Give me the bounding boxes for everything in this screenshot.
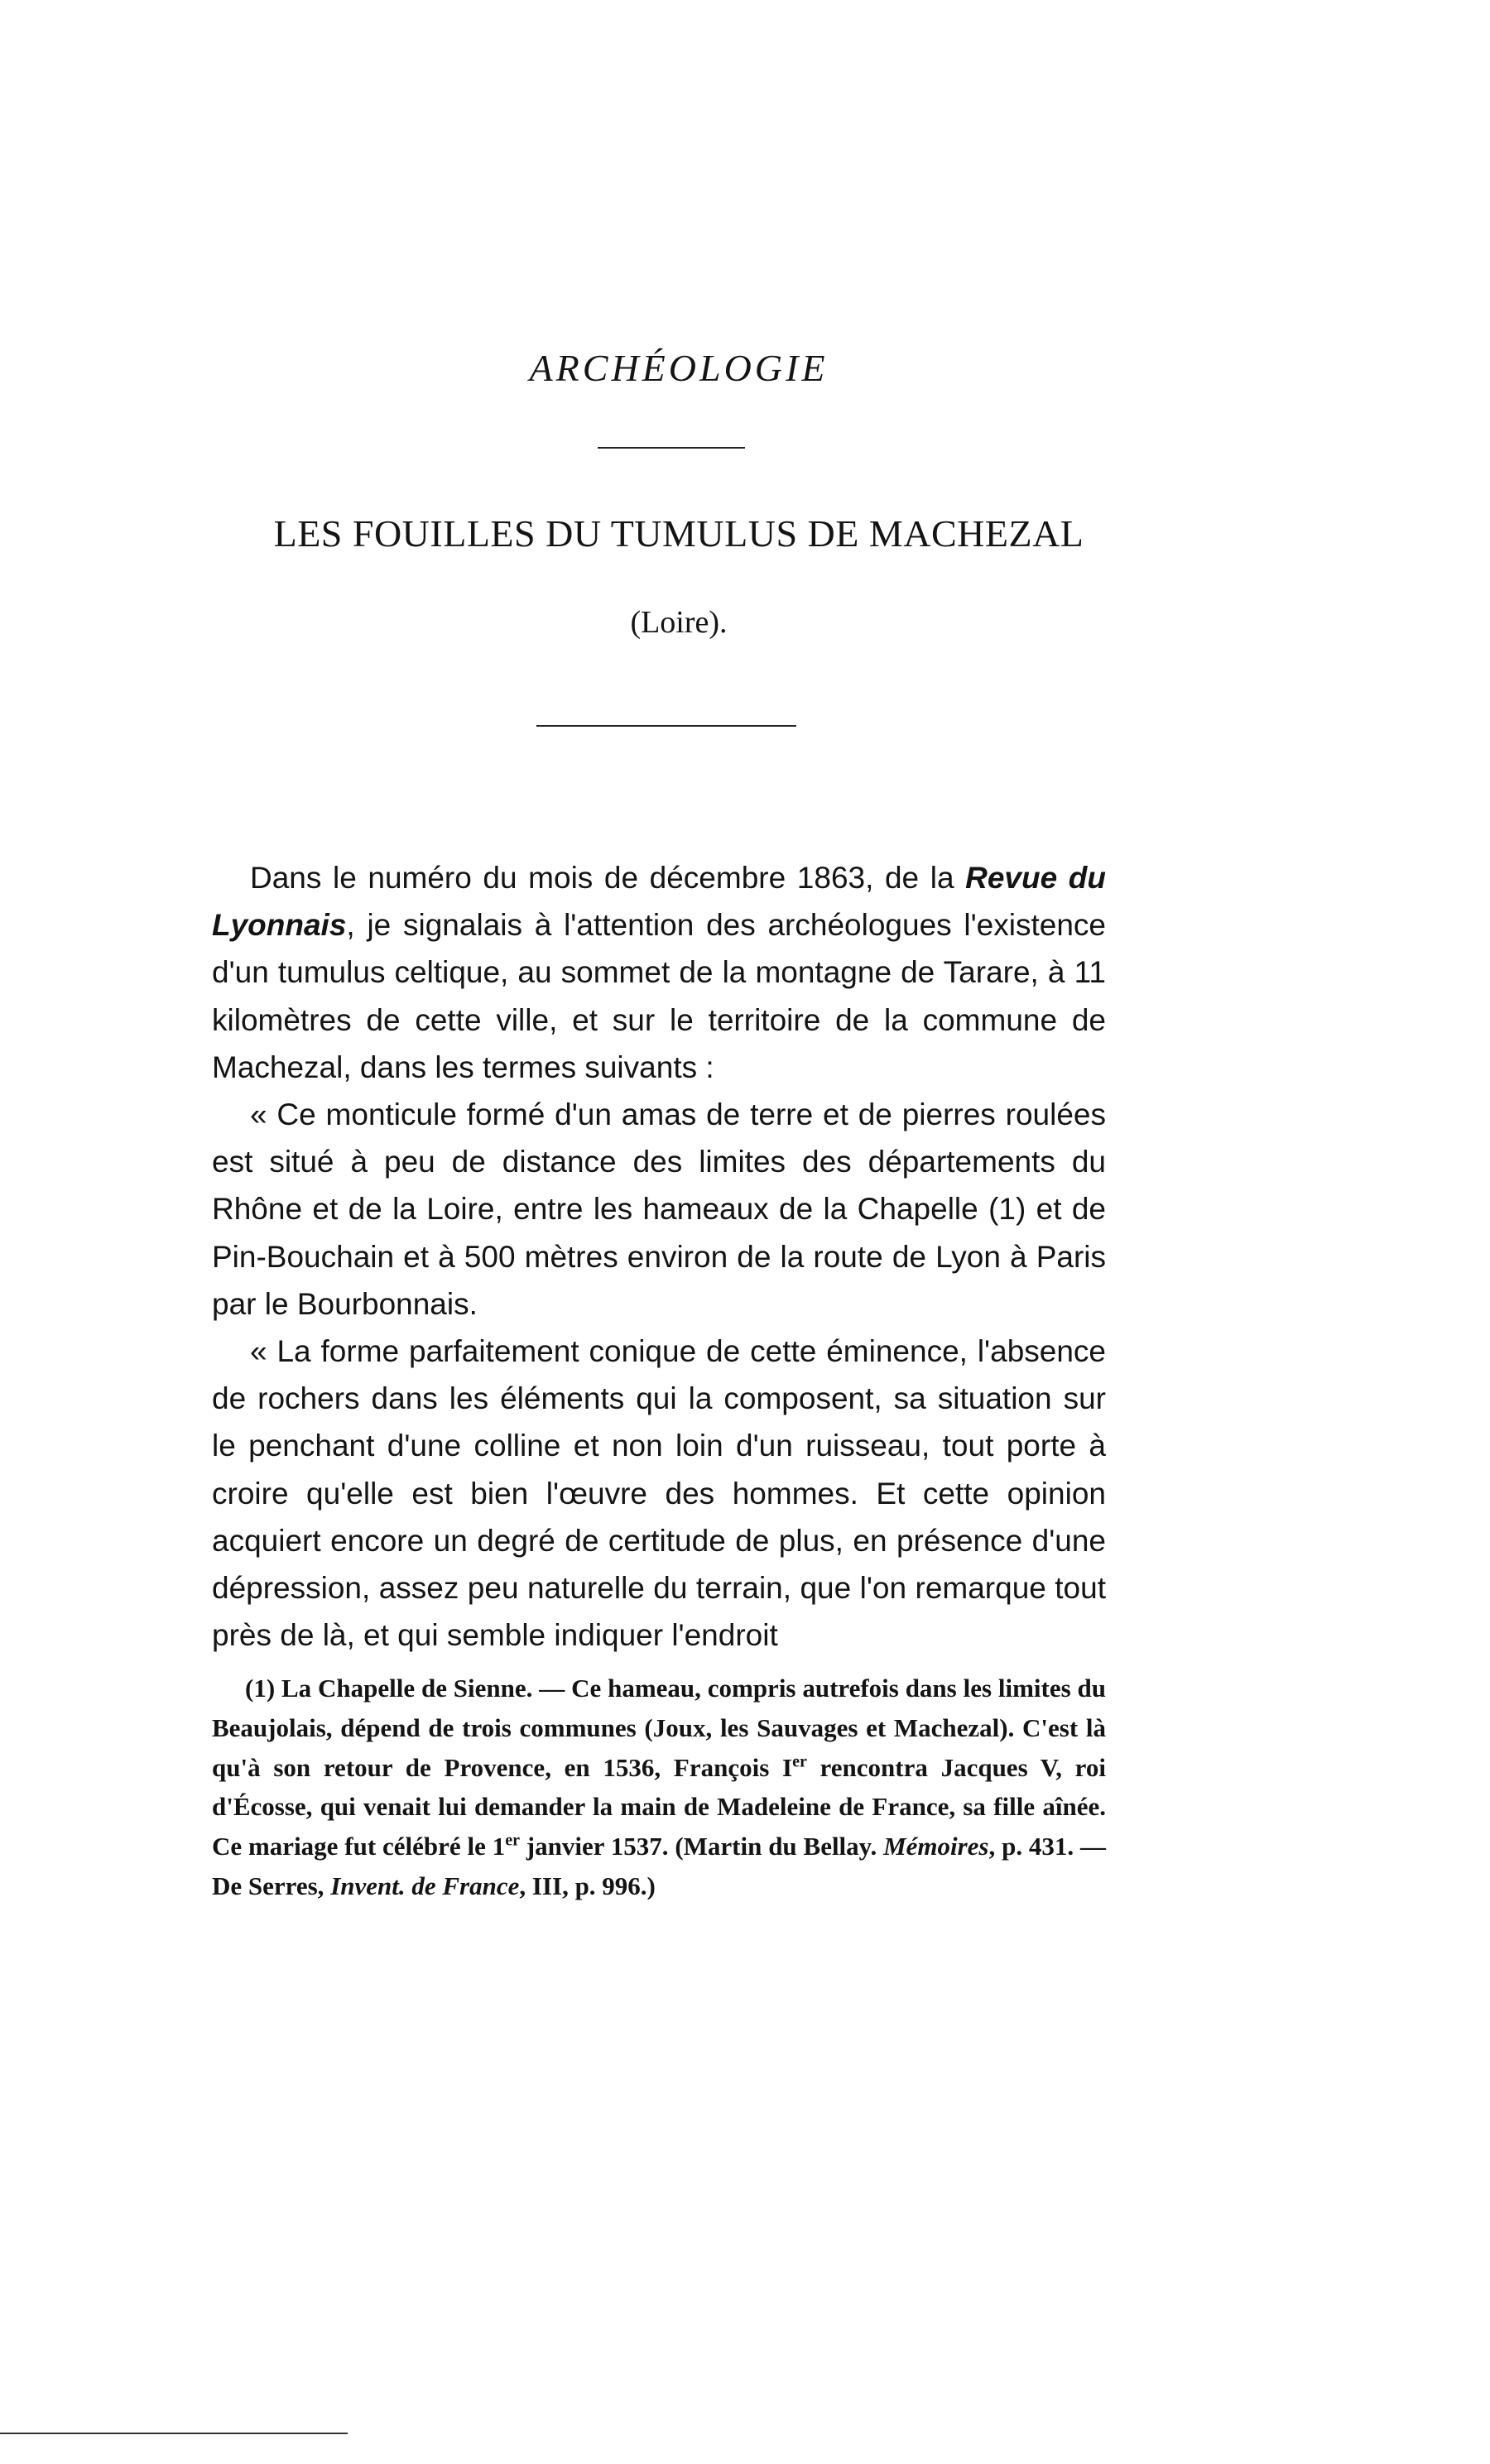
paragraph: « La forme parfaitement conique de cette éminence, l'absence de rochers dans les éléments qui la composent, sa situation sur le penchant d'une colline et non loin d'un ruisseau, tout porte à croire qu'elle est bien l'œuvre des hommes. Et cette opinion acquiert encore un degré de certitude de plus, en présence d'une dépression, assez peu naturelle du terrain, que l'on remarque tout près de là, et qui semble indiquer l'endroit [212,1334,1106,1653]
title-rule [536,725,796,727]
article-subtitle: (Loire). [630,605,728,640]
footnote: (1) La Chapelle de Sienne. — Ce hameau, compris autrefois dans les limites du Beaujolais, dépend de trois communes (Joux, les Sauvages et Machezal). C'est là qu'à son retour de Provence, en 1536, François Ier rencontra Jacques V, roi d'Écosse, qui venait lui demander la main de Madeleine de France, sa fille aînée. Ce mariage fut célébré le 1er janvier 1537. (Martin du Bellay. Mémoires, p. 431. — De Serres, Invent. de France, III, p. 996.) [212,1674,1106,1900]
paragraph: « Ce monticule formé d'un amas de terre et de pierres roulées est situé à peu de distance des limites des départements du Rhône et de la Loire, entre les hameaux de la Chapelle (1) et de Pin-Bouchain et à 500 mètres environ de la route de Lyon à Paris par le Bourbonnais. [212,1098,1106,1321]
heading-rule [598,447,745,449]
section-heading: ARCHÉOLOGIE [529,347,829,389]
page-edge-rule [0,2433,348,2434]
body-text [212,854,1106,1659]
paragraph: Dans le numéro du mois de décembre 1863, de la Revue du Lyonnais, je signalais à l'attention des archéologues l'existence d'un tumulus celtique, au sommet de la montagne de Tarare, à 11 kilomètres de cette ville, et sur le territoire de la commune de Machezal, dans les termes suivants : [212,861,1106,1084]
article-title: LES FOUILLES DU TUMULUS DE MACHEZAL [273,512,1084,555]
journal-title: Revue du Lyonnais [212,861,1106,943]
